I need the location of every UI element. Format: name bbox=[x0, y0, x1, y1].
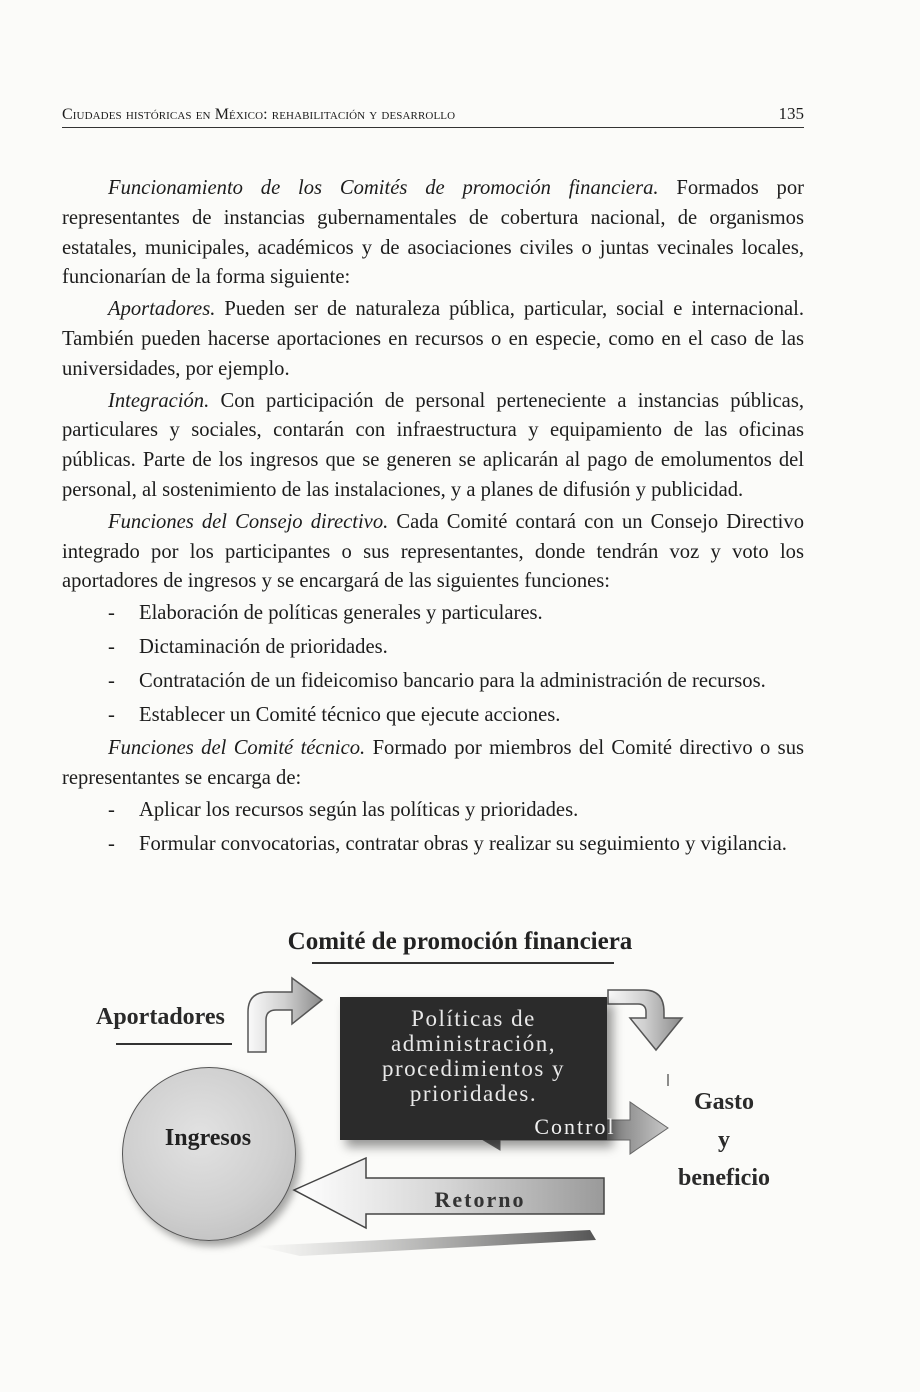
consejo-functions-list bbox=[62, 599, 804, 730]
paragraph-integracion bbox=[62, 387, 804, 506]
paragraph-aportadores bbox=[62, 295, 804, 384]
diagram-title: Comité de promoción financiera bbox=[287, 928, 633, 955]
paragraph-comites bbox=[62, 174, 804, 293]
paragraph-lead: Funciones del Consejo directivo. bbox=[108, 510, 389, 533]
body-text bbox=[62, 174, 804, 864]
diagram-title-underline bbox=[312, 962, 614, 964]
gasto-line: beneficio bbox=[678, 1165, 770, 1191]
ingresos-label: Ingresos bbox=[164, 1125, 252, 1151]
gasto-beneficio-label bbox=[664, 1083, 784, 1197]
curved-arrow-icon bbox=[248, 978, 322, 1052]
list-item: - Formular convocatorias, contratar obras y realizar su seguimiento y vigilancia. bbox=[62, 830, 804, 860]
paragraph-lead: Funcionamiento de los Comités de promoción financiera. bbox=[108, 177, 659, 199]
paragraph-text: Pueden ser de naturaleza pública, particular, social e internacional. También pueden hacerse aportaciones en recursos o en especie, como en el caso de las universidades, por ejemplo. bbox=[62, 298, 804, 380]
paragraph-text: Formado por miembros del Comité directivo o sus representantes se encarga de: bbox=[62, 737, 805, 790]
policies-box-text bbox=[340, 1006, 607, 1106]
retorno-label: Retorno bbox=[434, 1187, 526, 1212]
paragraph-lead: Funciones del Comité técnico. bbox=[108, 737, 366, 760]
list-item: - Dictaminación de prioridades. bbox=[62, 633, 804, 663]
aportadores-label: Aportadores bbox=[96, 1004, 225, 1030]
policies-line: administración, bbox=[391, 1031, 556, 1056]
paragraph-text: Formados por representantes de instancias gubernamentales de cobertura nacional, de organismos estatales, municipales, académicos y de asociaciones civiles o juntas vecinales locales, funcionarían de la forma siguiente: bbox=[62, 177, 805, 289]
paragraph-text: Cada Comité contará con un Consejo Directivo integrado por los participantes o sus representantes, donde tendrán voz y voto los aportadores de ingresos y se encargará de las siguientes funciones: bbox=[62, 510, 804, 593]
page-number: 135 bbox=[778, 104, 804, 123]
paragraph-comite-tecnico bbox=[62, 734, 804, 794]
control-label: Control bbox=[534, 1114, 616, 1139]
list-item: - Elaboración de políticas generales y particulares. bbox=[62, 599, 804, 629]
gasto-line: Gasto bbox=[694, 1089, 754, 1115]
ingresos-circle bbox=[122, 1067, 296, 1241]
policies-line: Políticas de bbox=[411, 1006, 536, 1031]
gasto-line: y bbox=[718, 1127, 730, 1153]
tecnico-functions-list bbox=[62, 796, 804, 860]
aportadores-underline bbox=[116, 1043, 232, 1045]
paragraph-lead: Integración. bbox=[108, 389, 210, 412]
paragraph-consejo-directivo bbox=[62, 508, 804, 597]
running-title: Ciudades históricas en México: rehabilitación y desarrollo bbox=[62, 106, 456, 123]
policies-line: procedimientos y bbox=[381, 1056, 566, 1081]
running-header bbox=[62, 104, 804, 128]
curved-arrow-icon bbox=[608, 990, 682, 1050]
list-item: - Contratación de un fideicomiso bancario para la administración de recursos. bbox=[62, 667, 804, 697]
paragraph-lead: Aportadores. bbox=[108, 298, 216, 321]
paragraph-text: Con participación de personal perteneciente a instancias públicas, particulares y sociales, contarán con infraestructura y equipamiento de las oficinas públicas. Parte de los ingresos que se generen se aplicarán al pago de emolumentos del personal, al sostenimiento de las instalaciones, y a planes de difusión y publicidad. bbox=[62, 389, 804, 501]
committee-diagram bbox=[0, 900, 920, 1300]
list-item: - Establecer un Comité técnico que ejecute acciones. bbox=[62, 701, 804, 731]
policies-line: prioridades. bbox=[409, 1081, 538, 1106]
retorno-shadow bbox=[256, 1230, 596, 1256]
list-item: - Aplicar los recursos según las políticas y prioridades. bbox=[62, 796, 804, 826]
